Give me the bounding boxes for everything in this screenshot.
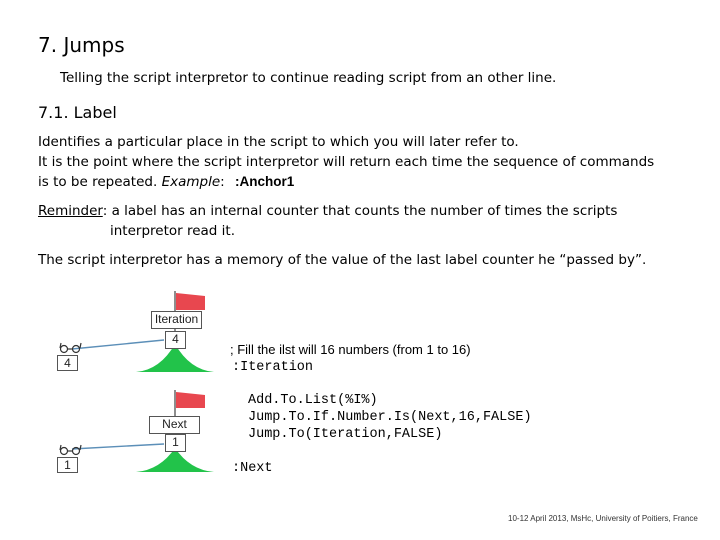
code-line-3: Jump.To(Iteration,FALSE) bbox=[248, 427, 443, 442]
code-label-next: :Next bbox=[232, 461, 273, 476]
code-line-2: Jump.To.If.Number.Is(Next,16,FALSE) bbox=[248, 410, 532, 425]
description-line-3-text: is to be repeated. bbox=[38, 174, 158, 190]
reminder-label: Reminder bbox=[38, 203, 103, 219]
iteration-label-box: Iteration bbox=[151, 311, 202, 329]
example-colon: : bbox=[220, 174, 225, 190]
example-label: Example bbox=[161, 174, 221, 190]
code-line-1: Add.To.List(%I%) bbox=[248, 393, 378, 408]
code-comment: ; Fill the ilst will 16 numbers (from 1 to 16) bbox=[230, 342, 471, 357]
top-memory-link bbox=[72, 340, 164, 349]
section-heading: 7.1. Label bbox=[38, 103, 117, 122]
description-line-2: It is the point where the script interpretor will return each time the sequence of commands bbox=[38, 154, 655, 170]
description-line-1: Identifies a particular place in the script to which you will later refer to. bbox=[38, 134, 519, 150]
example-code: :Anchor1 bbox=[235, 174, 295, 189]
next-counter-box: 1 bbox=[165, 434, 186, 452]
next-label-box: Next bbox=[149, 416, 200, 434]
bottom-glasses-icon bbox=[60, 445, 81, 455]
bottom-memory-value: 1 bbox=[57, 457, 78, 473]
reminder-text-1: : a label has an internal counter that counts the number of times the scripts bbox=[102, 203, 618, 219]
iteration-counter-box: 4 bbox=[165, 331, 186, 349]
reminder-line-2: interpretor read it. bbox=[110, 223, 236, 239]
code-label-iteration: :Iteration bbox=[232, 360, 314, 375]
footer-text: 10-12 April 2013, MsHc, University of Poitiers, France bbox=[508, 514, 698, 523]
page-title: 7. Jumps bbox=[38, 33, 125, 57]
top-memory-value: 4 bbox=[57, 355, 78, 371]
bottom-memory-link bbox=[72, 444, 164, 449]
intro-text: Telling the script interpretor to continue reading script from an other line. bbox=[60, 70, 557, 86]
memory-note: The script interpretor has a memory of the value of the last label counter he “passed by”. bbox=[38, 252, 647, 268]
